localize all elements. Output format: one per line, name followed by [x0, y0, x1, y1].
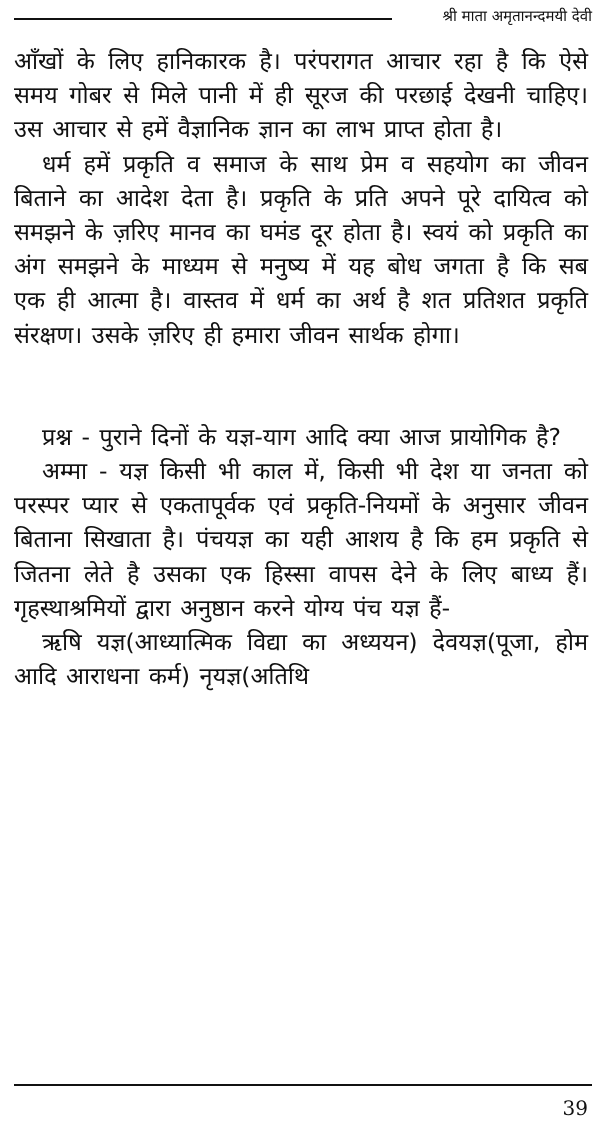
- page-footer: [14, 1084, 592, 1128]
- paragraph-continuation: आँखों के लिए हानिकारक है। परंपरागत आचार रहा है कि ऐसे समय गोबर से मिले पानी में ही सूरज की परछाई देखनी चाहिए। उस आचार से हमें वैज्ञानिक ज्ञान का लाभ प्राप्त होता है।: [14, 47, 588, 144]
- paragraph-dharma: धर्म हमें प्रकृति व समाज के साथ प्रेम व सहयोग का जीवन बिताने का आदेश देता है। प्रकृति के प्रति अपने पूरे दायित्व को समझने के ज़रिए मानव का घमंड दूर होता है। स्वयं को प्रकृति का अंग समझने के माध्यम से मनुष्य में यह बोध जगता है कि सब एक ही आत्मा है। वास्तव में धर्म का अर्थ है शत प्रतिशत प्रकृति संरक्षण। उसके ज़रिए ही हमारा जीवन सार्थक होगा।: [14, 149, 588, 349]
- page-number: 39: [562, 1096, 588, 1120]
- section-gap: [14, 352, 588, 420]
- running-header-title: श्री माता अमृतानन्दमयी देवी: [442, 7, 592, 25]
- page-header: [14, 0, 592, 34]
- header-rule: [14, 18, 392, 20]
- answer-paragraph: अम्मा - यज्ञ किसी भी काल में, किसी भी देश या जनता को परस्पर प्यार से एकतापूर्वक एवं प्रकृति-नियमों के अनुसार जीवन बिताना सिखाता है। पंचयज्ञ का यही आशय है कि हम प्रकृति से जितना लेते है उसका एक हिस्सा वापस देने के लिए बाध्य हैं। गृहस्थाश्रमियों द्वारा अनुष्ठान करने योग्य पंच यज्ञ हैं-: [14, 457, 588, 622]
- body-text: [14, 44, 588, 693]
- footer-rule: [14, 1084, 592, 1086]
- question-paragraph: प्रश्न - पुराने दिनों के यज्ञ-याग आदि क्या आज प्रायोगिक है?: [42, 422, 561, 451]
- yajna-list-paragraph: ऋषि यज्ञ(आध्यात्मिक विद्या का अध्ययन) देवयज्ञ(पूजा, होम आदि आराधना कर्म) नृयज्ञ(अतिथि: [14, 628, 588, 691]
